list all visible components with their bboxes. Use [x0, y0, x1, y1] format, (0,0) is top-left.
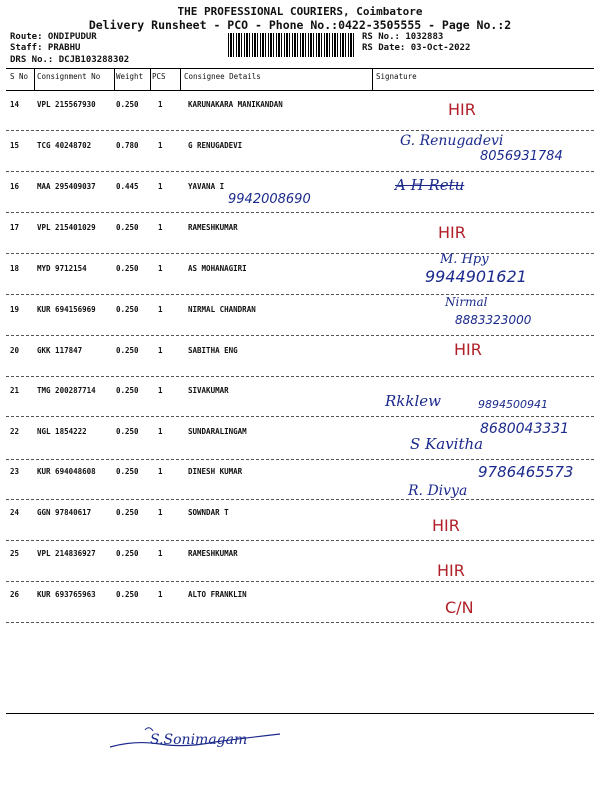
row-divider [6, 581, 594, 582]
col-header-sno: S No [10, 72, 29, 81]
row-divider [6, 459, 594, 460]
row-consignee: G RENUGADEVI [188, 141, 243, 150]
row-signature: HIR [454, 340, 482, 359]
row-weight: 0.250 [116, 346, 139, 355]
row-sno: 22 [10, 427, 20, 436]
row-signature: HIR [437, 561, 465, 580]
row-divider [6, 499, 594, 500]
row-pcs: 1 [158, 590, 163, 599]
row-weight: 0.250 [116, 590, 139, 599]
table-row [0, 463, 600, 507]
col-header-weight: Weight [116, 72, 144, 81]
row-weight: 0.250 [116, 264, 139, 273]
row-pcs: 1 [158, 305, 163, 314]
row-divider [6, 171, 594, 172]
row-phone: 8056931784 [480, 149, 563, 164]
row-pcs: 1 [158, 264, 163, 273]
route-label: Route: ONDIPUDUR [10, 32, 97, 42]
row-consignment: VPL 215567930 [37, 100, 96, 109]
row-phone: 9786465573 [478, 463, 574, 481]
row-sno: 23 [10, 467, 20, 476]
row-sno: 26 [10, 590, 20, 599]
row-consignment: TCG 40248702 [37, 141, 92, 150]
row-consignee: RAMESHKUMAR [188, 223, 238, 232]
row-divider [6, 130, 594, 131]
row-divider [6, 540, 594, 541]
row-signature: Rkklew [385, 392, 441, 410]
row-pcs: 1 [158, 427, 163, 436]
row-pcs: 1 [158, 508, 163, 517]
col-header-consignee: Consignee Details [184, 72, 261, 81]
row-consignment: GKK 117847 [37, 346, 83, 355]
row-pcs: 1 [158, 346, 163, 355]
row-weight: 0.250 [116, 305, 139, 314]
row-sno: 19 [10, 305, 20, 314]
table-row [0, 176, 600, 222]
row-consignee: YAVANA I [188, 182, 225, 191]
row-signature: HIR [448, 100, 476, 119]
row-signature: S Kavitha [410, 435, 484, 453]
table-row [0, 549, 600, 589]
row-phone: 9942008690 [228, 192, 311, 207]
row-divider [6, 212, 594, 213]
row-consignee: NIRMAL CHANDRAN [188, 305, 256, 314]
row-divider [6, 376, 594, 377]
row-consignment: GGN 97840617 [37, 508, 92, 517]
row-consignment: MAA 295409037 [37, 182, 96, 191]
row-consignment: VPL 215401029 [37, 223, 96, 232]
row-pcs: 1 [158, 549, 163, 558]
row-pcs: 1 [158, 100, 163, 109]
row-consignee: KARUNAKARA MANIKANDAN [188, 100, 283, 109]
footer-signature: S.Sonimagam [150, 732, 248, 748]
table-row [0, 340, 600, 386]
row-pcs: 1 [158, 467, 163, 476]
row-weight: 0.250 [116, 549, 139, 558]
row-pcs: 1 [158, 141, 163, 150]
col-header-consignment: Consignment No [37, 72, 101, 81]
table-row [0, 508, 600, 548]
row-consignment: KUR 694048608 [37, 467, 96, 476]
row-phone: 8680043331 [480, 421, 570, 437]
row-consignment: VPL 214836927 [37, 549, 96, 558]
row-sno: 16 [10, 182, 20, 191]
table-row [0, 386, 600, 426]
row-signature: HIR [432, 516, 460, 535]
row-weight: 0.250 [116, 386, 139, 395]
row-divider [6, 622, 594, 623]
row-sno: 20 [10, 346, 20, 355]
footer-rule [6, 713, 594, 714]
row-consignment: NGL 1854222 [37, 427, 87, 436]
runsheet-title: Delivery Runsheet - PCO - Phone No.:0422-3505555 - Page No.:2 [88, 18, 512, 32]
row-consignee: DINESH KUMAR [188, 467, 243, 476]
row-phone: 9944901621 [425, 267, 527, 286]
table-row [0, 295, 600, 345]
row-consignee: AS MOHANAGIRI [188, 264, 247, 273]
table-row [0, 252, 600, 304]
row-divider [6, 253, 594, 254]
row-weight: 0.250 [116, 223, 139, 232]
row-consignment: KUR 694156969 [37, 305, 96, 314]
staff-label: Staff: PRABHU [10, 43, 81, 53]
table-row [0, 100, 600, 140]
row-consignee: ALTO FRANKLIN [188, 590, 247, 599]
row-weight: 0.250 [116, 508, 139, 517]
header-top-rule [6, 68, 594, 69]
row-consignee: RAMESHKUMAR [188, 549, 238, 558]
row-sno: 17 [10, 223, 20, 232]
row-consignment: TMG 200287714 [37, 386, 96, 395]
row-sno: 15 [10, 141, 20, 150]
row-pcs: 1 [158, 223, 163, 232]
row-consignee: SIVAKUMAR [188, 386, 229, 395]
table-row [0, 223, 600, 263]
row-consignee: SOWNDAR T [188, 508, 229, 517]
row-consignment: KUR 693765963 [37, 590, 96, 599]
row-consignee: SABITHA ENG [188, 346, 238, 355]
row-weight: 0.250 [116, 467, 139, 476]
row-weight: 0.780 [116, 141, 139, 150]
row-signature: Nirmal [445, 295, 488, 309]
row-weight: 0.250 [116, 100, 139, 109]
row-signature: HIR [438, 223, 466, 242]
row-consignee: SUNDARALINGAM [188, 427, 247, 436]
row-sno: 18 [10, 264, 20, 273]
row-divider [6, 416, 594, 417]
header-bottom-rule [6, 90, 594, 91]
col-divider [34, 69, 35, 91]
row-weight: 0.445 [116, 182, 139, 191]
row-pcs: 1 [158, 386, 163, 395]
rs-number: RS No.: 1032883 [362, 32, 444, 42]
row-sno: 24 [10, 508, 20, 517]
row-signature: A H Retu [395, 176, 465, 194]
row-divider [6, 294, 594, 295]
row-signature: G. Renugadevi [400, 133, 504, 149]
barcode-image [228, 33, 356, 57]
table-row [0, 421, 600, 467]
table-row [0, 590, 600, 630]
col-divider [372, 69, 373, 91]
row-phone: 9894500941 [478, 398, 548, 411]
row-signature: R. Divya [408, 483, 468, 499]
col-divider [114, 69, 115, 91]
row-pcs: 1 [158, 182, 163, 191]
col-header-pcs: PCS [152, 72, 166, 81]
row-sno: 25 [10, 549, 20, 558]
row-signature: M. Hpy [440, 252, 489, 267]
row-consignment: MYD 9712154 [37, 264, 87, 273]
row-divider [6, 335, 594, 336]
col-divider [180, 69, 181, 91]
drs-number: DRS No.: DCJB103288302 [10, 55, 130, 65]
rs-date: RS Date: 03-Oct-2022 [362, 43, 471, 53]
col-header-signature: Signature [376, 72, 417, 81]
table-row [0, 133, 600, 181]
col-divider [150, 69, 151, 91]
row-phone: 8883323000 [455, 313, 532, 327]
row-sno: 21 [10, 386, 20, 395]
row-weight: 0.250 [116, 427, 139, 436]
row-sno: 14 [10, 100, 20, 109]
company-title: THE PROFESSIONAL COURIERS, Coimbatore [177, 5, 423, 18]
row-signature: C/N [445, 598, 474, 617]
